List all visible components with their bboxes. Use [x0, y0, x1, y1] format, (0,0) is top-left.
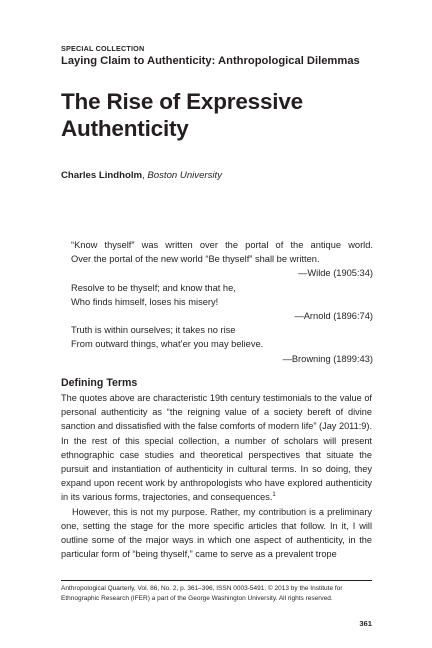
epigraph-citation: —Wilde (1905:34)	[298, 268, 373, 279]
footnote-marker[interactable]: 1	[272, 492, 276, 499]
epigraph-line: Over the portal of the new world “Be thyself” shall be written.	[71, 254, 320, 265]
body-paragraph	[61, 391, 372, 505]
body-paragraph: However, this is not my purpose. Rather, my contribution is a preliminary one, setting the stage for the more specific articles that follow. In it, I will outline some of the major ways in which one aspect of authenticity, in the particular form of “being thyself,” came to serve as a prevalent trope	[61, 506, 372, 560]
collection-title: Laying Claim to Authenticity: Anthropological Dilemmas	[61, 55, 360, 67]
section-heading: Defining Terms	[61, 377, 138, 389]
epigraph-line: Resolve to be thyself; and know that he,	[71, 282, 236, 293]
epigraph-citation: —Arnold (1896:74)	[294, 310, 373, 321]
article-title-line-2: Authenticity	[61, 116, 189, 141]
epigraph-line: “Know thyself” was written over the portal of the antique world.	[71, 240, 373, 250]
section-kicker: SPECIAL COLLECTION	[61, 44, 145, 53]
citation-line: Anthropological Quarterly, Vol. 86, No. 2, p. 361–396, ISSN 0003-5491. © 2013 by the Institute for	[61, 585, 343, 592]
epigraphs	[71, 238, 373, 366]
byline	[61, 170, 222, 181]
epigraph-citation: —Browning (1899:43)	[282, 353, 373, 364]
epigraph-line: Truth is within ourselves; it takes no rise	[71, 325, 236, 336]
paragraph-text: The quotes above are characteristic 19th century testimonials to the value of personal authenticity as “the reigning value of a society bereft of divine sanction and dissatisfied with the false comforts of modern life” (Jay 2011:9). In the rest of this special collection, a number of scholars will present ethnographic case studies and theoretical perspectives that situate the pursuit and instantiation of authenticity in cultural terms. In so doing, they expand upon recent work by anthropologists who have explored authenticity in its various forms, trajectories, and consequences.	[61, 393, 372, 503]
article-title	[61, 88, 381, 142]
article-body	[61, 391, 372, 561]
article-title-line-1: The Rise of Expressive	[61, 89, 303, 114]
page-number: 361	[359, 619, 372, 628]
epigraph-line: From outward things, what’er you may believe.	[71, 339, 264, 350]
author-affiliation: Boston University	[147, 170, 223, 181]
byline-comma: ,	[142, 170, 148, 181]
citation-footnote	[61, 584, 381, 603]
epigraph-line: Who finds himself, loses his misery!	[71, 296, 219, 307]
footnote-divider	[61, 580, 372, 581]
author-name: Charles Lindholm	[61, 170, 143, 181]
citation-line: Ethnographic Research (IFER) a part of the George Washington University. All rights reserved.	[61, 594, 333, 602]
